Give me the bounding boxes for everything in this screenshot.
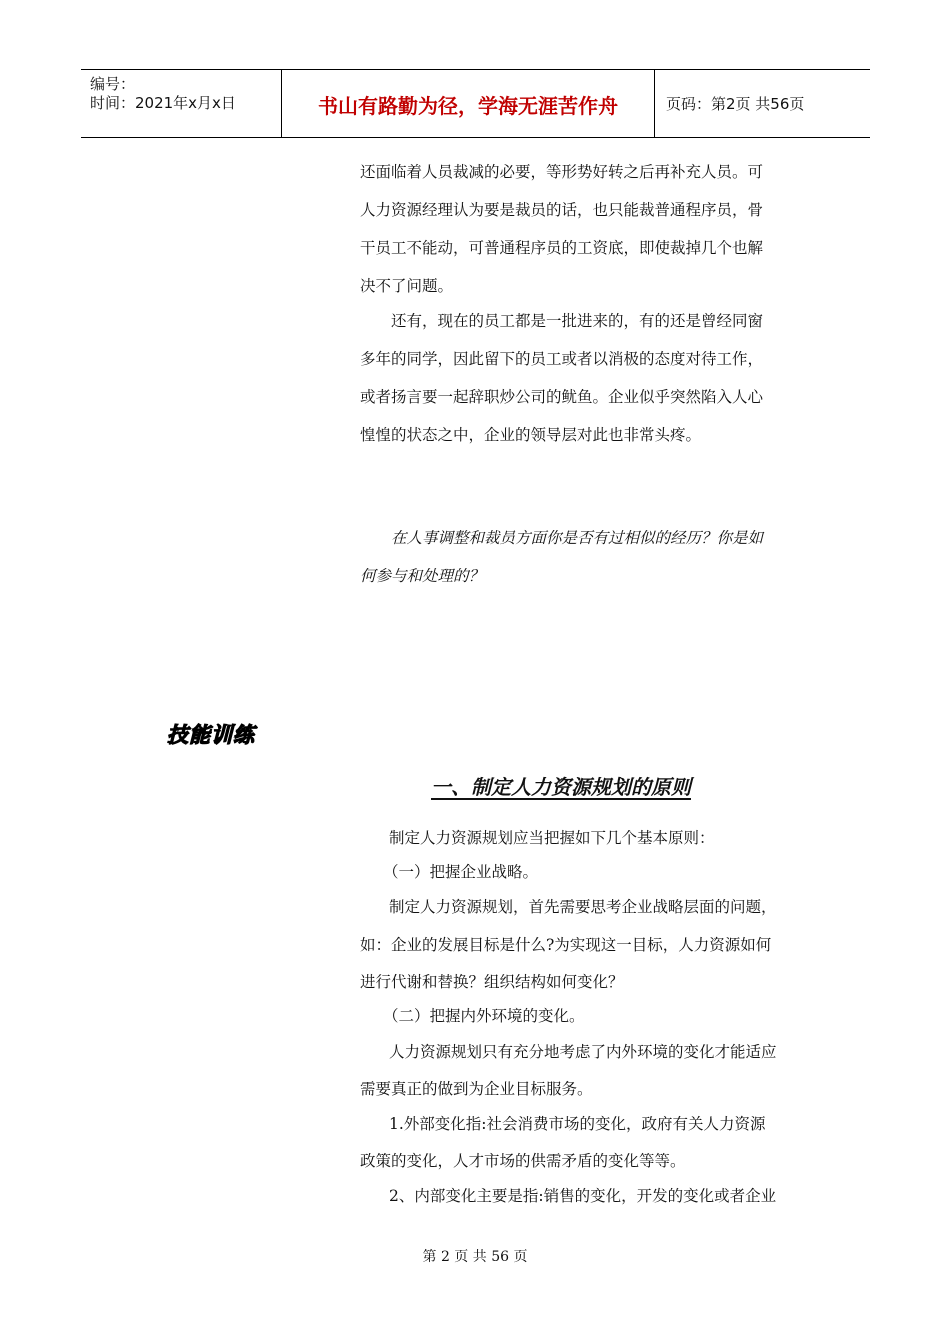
text-line: 制定人力资源规划应当把握如下几个基本原则： [389, 829, 715, 847]
text-line: 人力资源规划只有充分地考虑了内外环境的变化才能适应 [389, 1043, 777, 1061]
text-line: 决不了问题。 [360, 277, 454, 295]
text-line: 制定人力资源规划，首先需要思考企业战略层面的问题， [389, 898, 777, 916]
skill-training-heading: 技能训练 [167, 723, 255, 747]
page-header [81, 69, 870, 138]
page-footer: 第 2 页 共 56 页 [422, 1249, 528, 1265]
text-line: （一）把握企业战略。 [383, 863, 539, 881]
document-number: 编号： [90, 75, 136, 93]
text-line: （二）把握内外环境的变化。 [383, 1007, 585, 1025]
text-line: 多年的同学，因此留下的员工或者以消极的态度对待工作， [360, 350, 764, 368]
text-line: 在人事调整和裁员方面你是否有过相似的经历？你是如 [391, 529, 764, 547]
header-page-cell [654, 70, 870, 137]
text-line: 还有，现在的员工都是一批进来的，有的还是曾经同窗 [391, 312, 764, 330]
text-line: 何参与和处理的？ [360, 567, 485, 585]
text-line: 政策的变化，人才市场的供需矛盾的变化等等。 [360, 1152, 686, 1170]
text-line: 干员工不能动，可普通程序员的工资底，即使裁掉几个也解 [360, 239, 764, 257]
text-line: 进行代谢和替换？组织结构如何变化？ [360, 973, 624, 991]
text-line: 惶惶的状态之中，企业的领导层对此也非常头疼。 [360, 426, 702, 444]
text-line: 2、内部变化主要是指:销售的变化，开发的变化或者企业 [389, 1187, 777, 1205]
header-motto: 书山有路勤为径，学海无涯苦作舟 [318, 94, 618, 118]
section-title: 一、制定人力资源规划的原则 [431, 775, 691, 799]
text-line: 还面临着人员裁减的必要，等形势好转之后再补充人员。可 [360, 163, 764, 181]
header-motto-cell [281, 70, 655, 137]
text-line: 需要真正的做到为企业目标服务。 [360, 1080, 593, 1098]
document-date: 时间：2021年x月x日 [90, 94, 236, 112]
header-page-info: 页码：第2页 共56页 [666, 95, 805, 113]
header-meta-cell [81, 70, 281, 137]
text-line: 1.外部变化指:社会消费市场的变化，政府有关人力资源 [389, 1115, 766, 1133]
text-line: 或者扬言要一起辞职炒公司的鱿鱼。企业似乎突然陷入人心 [360, 388, 764, 406]
text-line: 人力资源经理认为要是裁员的话，也只能裁普通程序员，骨 [360, 201, 764, 219]
text-line: 如：企业的发展目标是什么?为实现这一目标，人力资源如何 [360, 936, 772, 954]
